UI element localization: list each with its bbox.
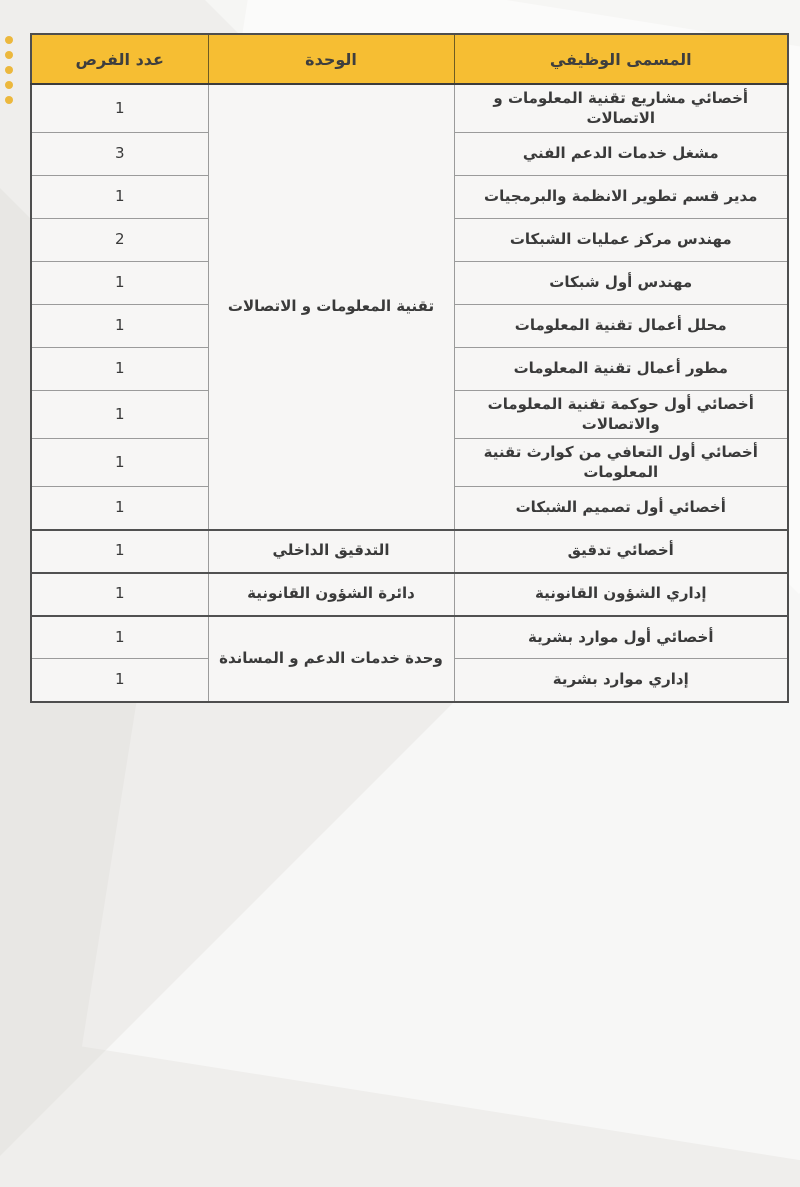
column-header-count: عدد الفرص: [32, 34, 209, 84]
accent-dots: [6, 36, 14, 104]
dot-icon: [6, 96, 14, 104]
job-title-cell: أخصائي أول موارد بشرية: [455, 616, 789, 659]
count-cell: 1: [32, 348, 209, 391]
unit-cell: التدقيق الداخلي: [209, 530, 455, 573]
count-cell: 1: [32, 530, 209, 573]
table-row: [32, 616, 789, 659]
dot-icon: [6, 36, 14, 44]
header-row: [32, 34, 789, 84]
job-title-cell: مهندس مركز عمليات الشبكات: [455, 219, 789, 262]
count-cell: 1: [32, 487, 209, 530]
job-title-cell: إداري موارد بشرية: [455, 659, 789, 702]
table-row: [32, 84, 789, 133]
job-title-cell: مشغل خدمات الدعم الفني: [455, 133, 789, 176]
job-title-cell: أخصائي مشاريع تقنية المعلومات و الاتصالات: [455, 84, 789, 133]
column-header-job-title: المسمى الوظيفي: [455, 34, 789, 84]
count-cell: 1: [32, 659, 209, 702]
job-title-cell: أخصائي أول تصميم الشبكات: [455, 487, 789, 530]
count-cell: 1: [32, 176, 209, 219]
count-cell: 2: [32, 219, 209, 262]
count-cell: 1: [32, 439, 209, 487]
count-cell: 1: [32, 305, 209, 348]
job-title-cell: إداري الشؤون القانونية: [455, 573, 789, 616]
dot-icon: [6, 66, 14, 74]
unit-cell: تقنية المعلومات و الاتصالات: [209, 84, 455, 530]
count-cell: 1: [32, 84, 209, 133]
job-title-cell: أخصائي تدقيق: [455, 530, 789, 573]
dot-icon: [6, 81, 14, 89]
job-title-cell: مطور أعمال تقنية المعلومات: [455, 348, 789, 391]
count-cell: 1: [32, 573, 209, 616]
dot-icon: [6, 51, 14, 59]
job-title-cell: أخصائي أول التعافي من كوارث تقنية المعلومات: [455, 439, 789, 487]
count-cell: 1: [32, 262, 209, 305]
table-row: [32, 573, 789, 616]
job-title-cell: مهندس أول شبكات: [455, 262, 789, 305]
column-header-unit: الوحدة: [209, 34, 455, 84]
vacancies-table: [31, 33, 790, 703]
count-cell: 1: [32, 616, 209, 659]
unit-cell: وحدة خدمات الدعم و المساندة: [209, 616, 455, 702]
table-row: [32, 530, 789, 573]
count-cell: 3: [32, 133, 209, 176]
job-title-cell: محلل أعمال تقنية المعلومات: [455, 305, 789, 348]
count-cell: 1: [32, 391, 209, 439]
unit-cell: دائرة الشؤون القانونية: [209, 573, 455, 616]
job-title-cell: مدير قسم تطوير الانظمة والبرمجيات: [455, 176, 789, 219]
job-title-cell: أخصائي أول حوكمة تقنية المعلومات والاتصالات: [455, 391, 789, 439]
